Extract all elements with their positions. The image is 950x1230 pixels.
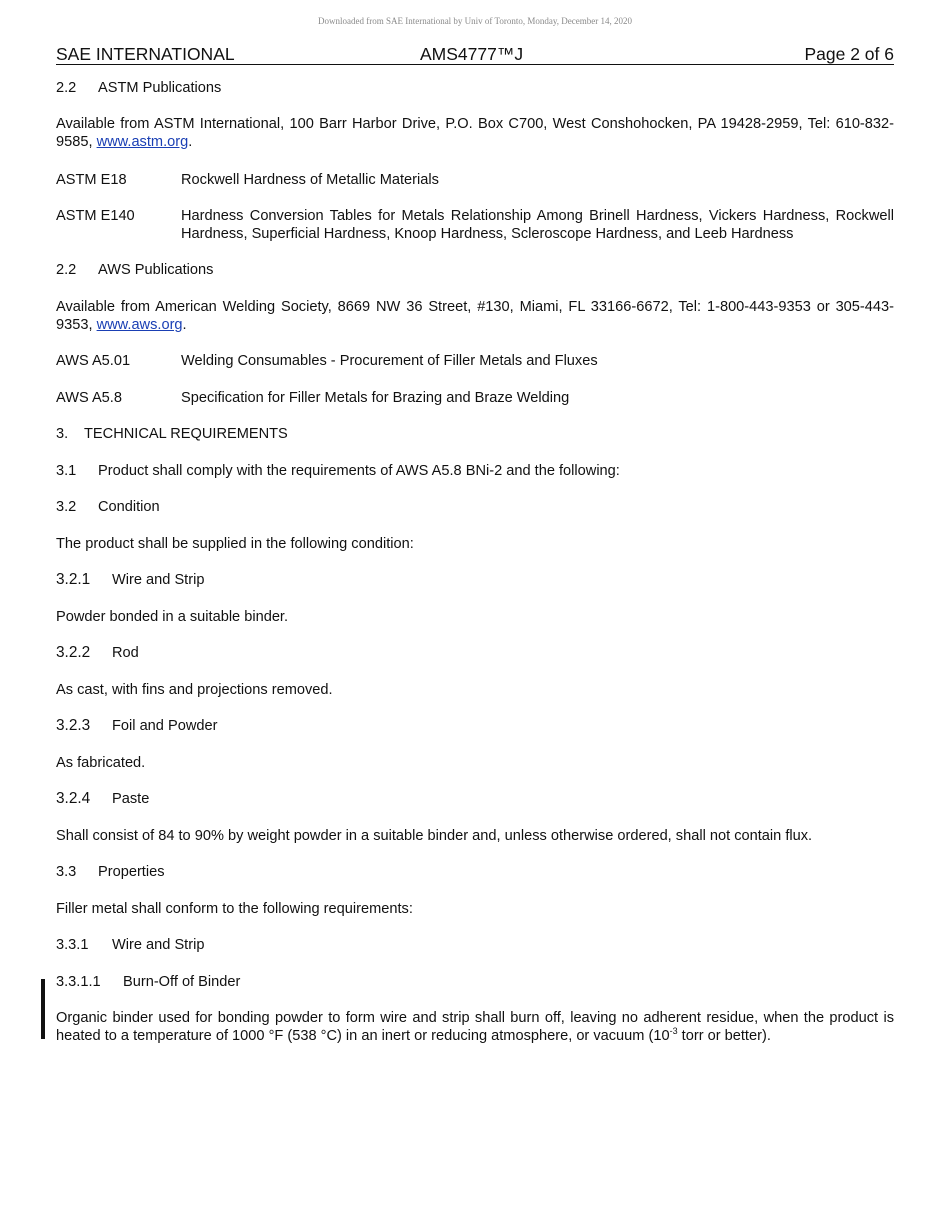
section-3-2-2-heading: 3.2.2 Rod <box>56 644 139 661</box>
page-header <box>56 44 894 65</box>
revision-change-bar <box>41 979 45 1039</box>
section-3-2-4-heading: 3.2.4 Paste <box>56 790 150 807</box>
header-doc-number: AMS4777™J <box>420 44 524 64</box>
section-3-2-heading: 3.2 Condition <box>56 499 160 515</box>
aws-availability: Available from American Welding Society, 8669 NW 36 Street, #130, Miami, FL 33166-6672, Tel: 1-800-443-9353 or 305-443-9353, www.aws.org. <box>56 299 894 333</box>
section-3-3-text: Filler metal shall conform to the following requirements: <box>56 901 413 917</box>
astm-link[interactable]: www.astm.org <box>96 134 189 150</box>
section-3-2-1-text: Powder bonded in a suitable binder. <box>56 609 289 625</box>
section-3-1: 3.1 Product shall comply with the requirements of AWS A5.8 BNi-2 and the following: <box>56 463 620 479</box>
astm-availability: Available from ASTM International, 100 Barr Harbor Drive, P.O. Box C700, West Conshohocken, PA 19428-2959, Tel: 610-832-9585, www.astm.org. <box>56 116 894 150</box>
document-page: Downloaded from SAE International by Univ of Toronto, Monday, December 14, 2020 SAE INTERNATIONAL AMS4777™J Page 2 of 6 2.2 ASTM Publications Available from ASTM International, 100 Barr Harbor Drive, P.O. Box C700, West Conshohocken, PA 19428-2959, Tel: 610-832-9585, www.astm.org. ASTM E18 Rockwell Hardness of Metallic Materials ASTM E140 Hardness Conversion Tables for Metals Relationship Among Brinell Hardness, Vickers Hardness, Rockwell Hardness, Superficial Hardness, Knoop Hardness, Scleroscope Hardness, and Leeb Hardness 2.2 AWS Publications Available from American Welding Society, 8669 NW 36 Street, #130, Miami, FL 33166-6672, Tel: 1-800-443-9353 or 305-443-9353, www.aws.org. AWS A5.01 Welding Consumables - Procurement of Filler Metals and Fluxes AWS A5.8 Specification for Filler Metals for Brazing and Braze Welding 3. TECHNICAL REQUIREMENTS 3.1 Product shall comply with the requirements of AWS A5.8 BNi-2 and the following: 3.2 Condition The product shall be supplied in the following condition: 3.2.1 Wire and Strip Powder bonded in a suitable binder. 3.2.2 Rod As cast, with fins and projections removed. 3.2.3 Foil and Powder As fabricated. 3.2.4 Paste Shall consist of 84 to 90% by weight powder in a suitable binder and, unless otherwise ordered, shall not contain flux. 3.3 Properties Filler metal shall conform to the following requirements: 3.3.1 Wire and Strip 3.3.1.1 Burn-Off of Binder Organic binder used for bonding powder to form wire and strip shall burn off, leaving no adherent residue, when the product is heated to a temperature of 1000 °F (538 °C) in an inert or reducing atmosphere, or vacuum ($10^{-3}$ torr or better). <box>0 0 950 1230</box>
section-3-3-1-1-heading: 3.3.1.1 Burn-Off of Binder <box>56 974 241 990</box>
section-3-3-1-1-text: Organic binder used for bonding powder to form wire and strip shall burn off, leaving no adherent residue, when the product is heated to a temperature of 1000 °F (538 °C) in an inert or reducing atmosphere, or vacuum ($10^{-3}$ torr or better). <box>56 1010 894 1044</box>
section-3-2-3-heading: 3.2.3 Foil and Powder <box>56 717 218 734</box>
download-watermark: Downloaded from SAE International by Univ of Toronto, Monday, December 14, 2020 <box>317 16 633 26</box>
section-3-3-1-heading: 3.3.1 Wire and Strip <box>56 937 205 953</box>
section-3-2-4-text: Shall consist of 84 to 90% by weight powder in a suitable binder and, unless otherwise ordered, shall not contain flux. <box>56 828 813 844</box>
section-2-2-astm-heading: 2.2 ASTM Publications <box>56 80 222 96</box>
section-3-heading: 3. TECHNICAL REQUIREMENTS <box>56 426 288 442</box>
header-page-number: Page 2 of 6 <box>804 44 894 64</box>
section-2-2-aws-heading: 2.2 AWS Publications <box>56 262 214 278</box>
section-3-2-3-text: As fabricated. <box>56 755 146 771</box>
section-3-2-1-heading: 3.2.1 Wire and Strip <box>56 571 205 588</box>
section-3-2-text: The product shall be supplied in the following condition: <box>56 536 414 552</box>
section-3-3-heading: 3.3 Properties <box>56 864 165 880</box>
aws-link[interactable]: www.aws.org <box>96 317 183 333</box>
header-org: SAE INTERNATIONAL <box>56 44 235 64</box>
section-3-2-2-text: As cast, with fins and projections removed. <box>56 682 333 698</box>
